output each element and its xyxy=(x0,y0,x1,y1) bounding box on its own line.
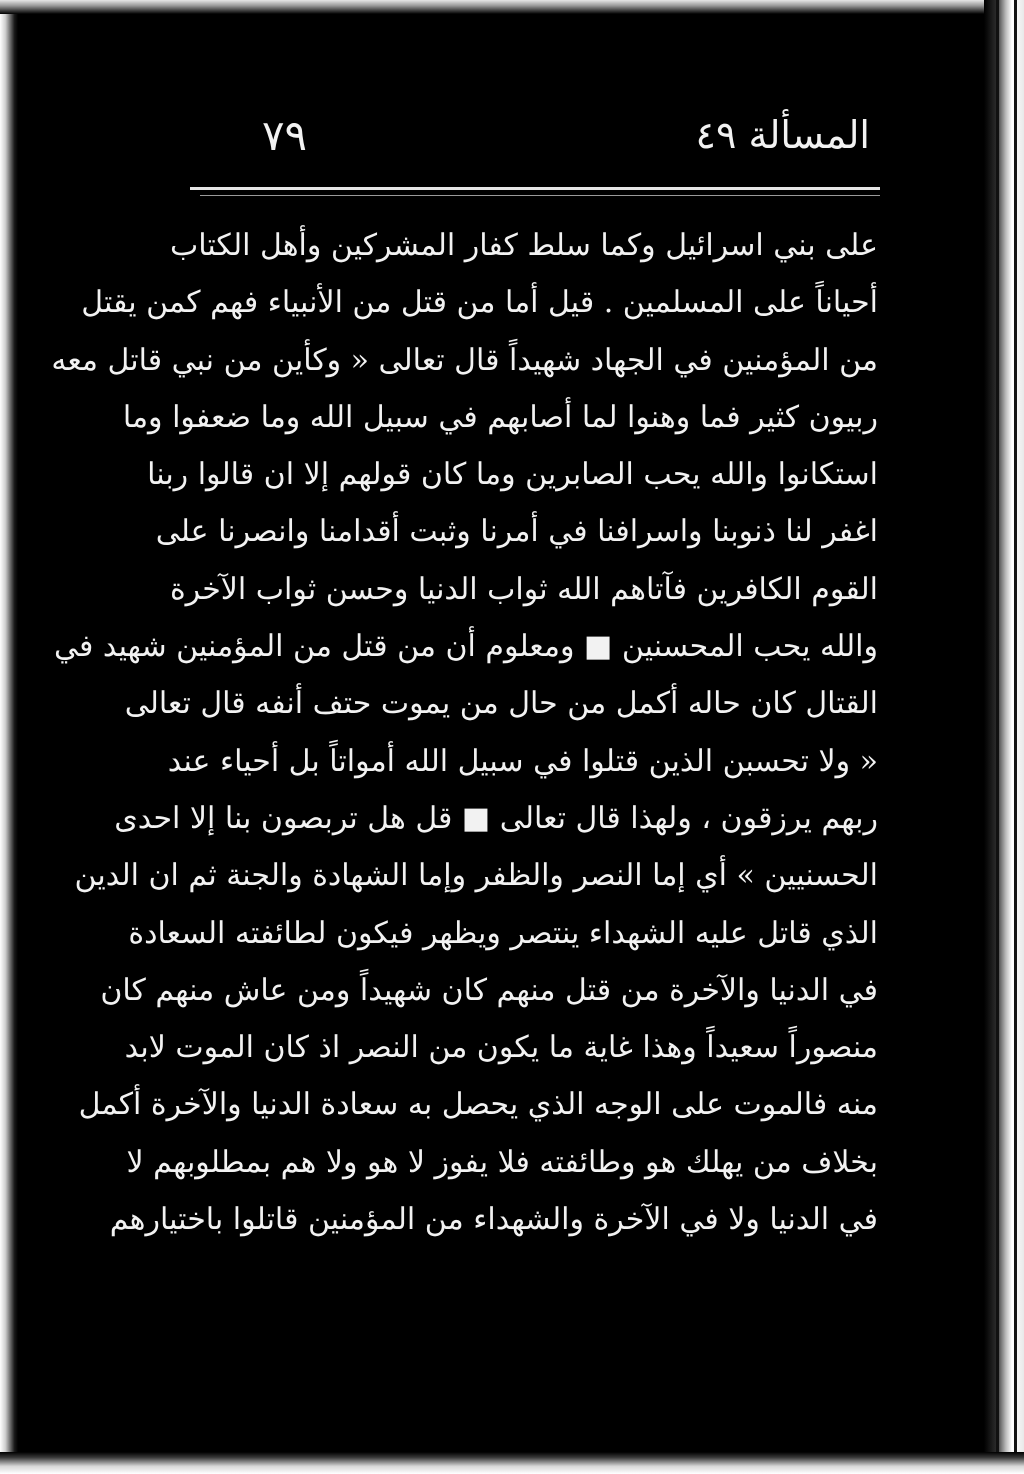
text-line: بخلاف من يهلك هو وطائفته فلا يفوز لا هو ولا هم بمطلوبهم لا xyxy=(126,1144,878,1180)
scan-edge-line xyxy=(996,0,999,1474)
text-line: على بني اسرائيل وكما سلط كفار المشركين وأهل الكتاب xyxy=(169,228,878,263)
text-line: الحسنيين » أي إما النصر والظفر وإما الشهادة والجنة ثم ان الدين xyxy=(74,858,878,894)
text-line: أحياناً على المسلمين . قيل أما من قتل من الأنبياء فهم كمن يقتل xyxy=(81,285,878,321)
text-line: ربهم يرزقون ، ولهذا قال تعالى ■ قل هل تربصون بنا إلا احدى xyxy=(114,800,878,836)
text-line: في الدنيا ولا في الآخرة والشهداء من المؤمنين قاتلوا باختيارهم xyxy=(109,1202,878,1238)
scan-edge-line xyxy=(1014,0,1017,1474)
text-line: ربيون كثير فما وهنوا لما أصابهم في سبيل الله وما ضعفوا وما xyxy=(122,399,878,435)
text-line: اغفر لنا ذنوبنا واسرافنا في أمرنا وثبت أقدامنا وانصرنا على xyxy=(155,514,878,550)
text-line: استكانوا والله يحب الصابرين وما كان قولهم إلا ان قالوا ربنا xyxy=(147,457,878,493)
text-line: في الدنيا والآخرة من قتل منهم كان شهيداً ومن عاش منهم كان xyxy=(100,972,878,1008)
page-number: ٧٩ xyxy=(262,111,308,160)
chapter-title: المسألة ٤٩ xyxy=(695,113,870,157)
scan-edge-top xyxy=(0,0,1024,14)
text-line: « ولا تحسبن الذين قتلوا في سبيل الله أمواتاً بل أحياء عند xyxy=(167,743,878,779)
page-header xyxy=(190,105,890,165)
scan-edge-bottom xyxy=(0,1452,1024,1474)
header-rule xyxy=(190,187,610,190)
text-line: القوم الكافرين فآتاهم الله ثواب الدنيا وحسن ثواب الآخرة xyxy=(169,571,878,607)
text-line: والله يحب المحسنين ■ ومعلوم أن من قتل من المؤمنين شهيد في xyxy=(53,629,878,665)
header-rule-thin xyxy=(200,195,880,196)
body-text xyxy=(51,217,878,1248)
book-page xyxy=(51,105,890,1238)
text-line: منصوراً سعيداً وهذا غاية ما يكون من النصر اذ كان الموت لابد xyxy=(124,1030,878,1066)
scan-edge-left xyxy=(0,0,18,1474)
text-line: منه فالموت على الوجه الذي يحصل به سعادة الدنيا والآخرة أكمل xyxy=(78,1087,878,1123)
text-line: من المؤمنين في الجهاد شهيداً قال تعالى « وكأين من نبي قاتل معه xyxy=(51,342,878,378)
scan-edge-right xyxy=(984,0,1024,1474)
text-line: الذي قاتل عليه الشهداء ينتصر ويظهر فيكون لطائفته السعادة xyxy=(128,915,878,951)
text-line: القتال كان حاله أكمل من حال من يموت حتف أنفه قال تعالى xyxy=(124,686,878,722)
header-rule xyxy=(610,187,880,190)
